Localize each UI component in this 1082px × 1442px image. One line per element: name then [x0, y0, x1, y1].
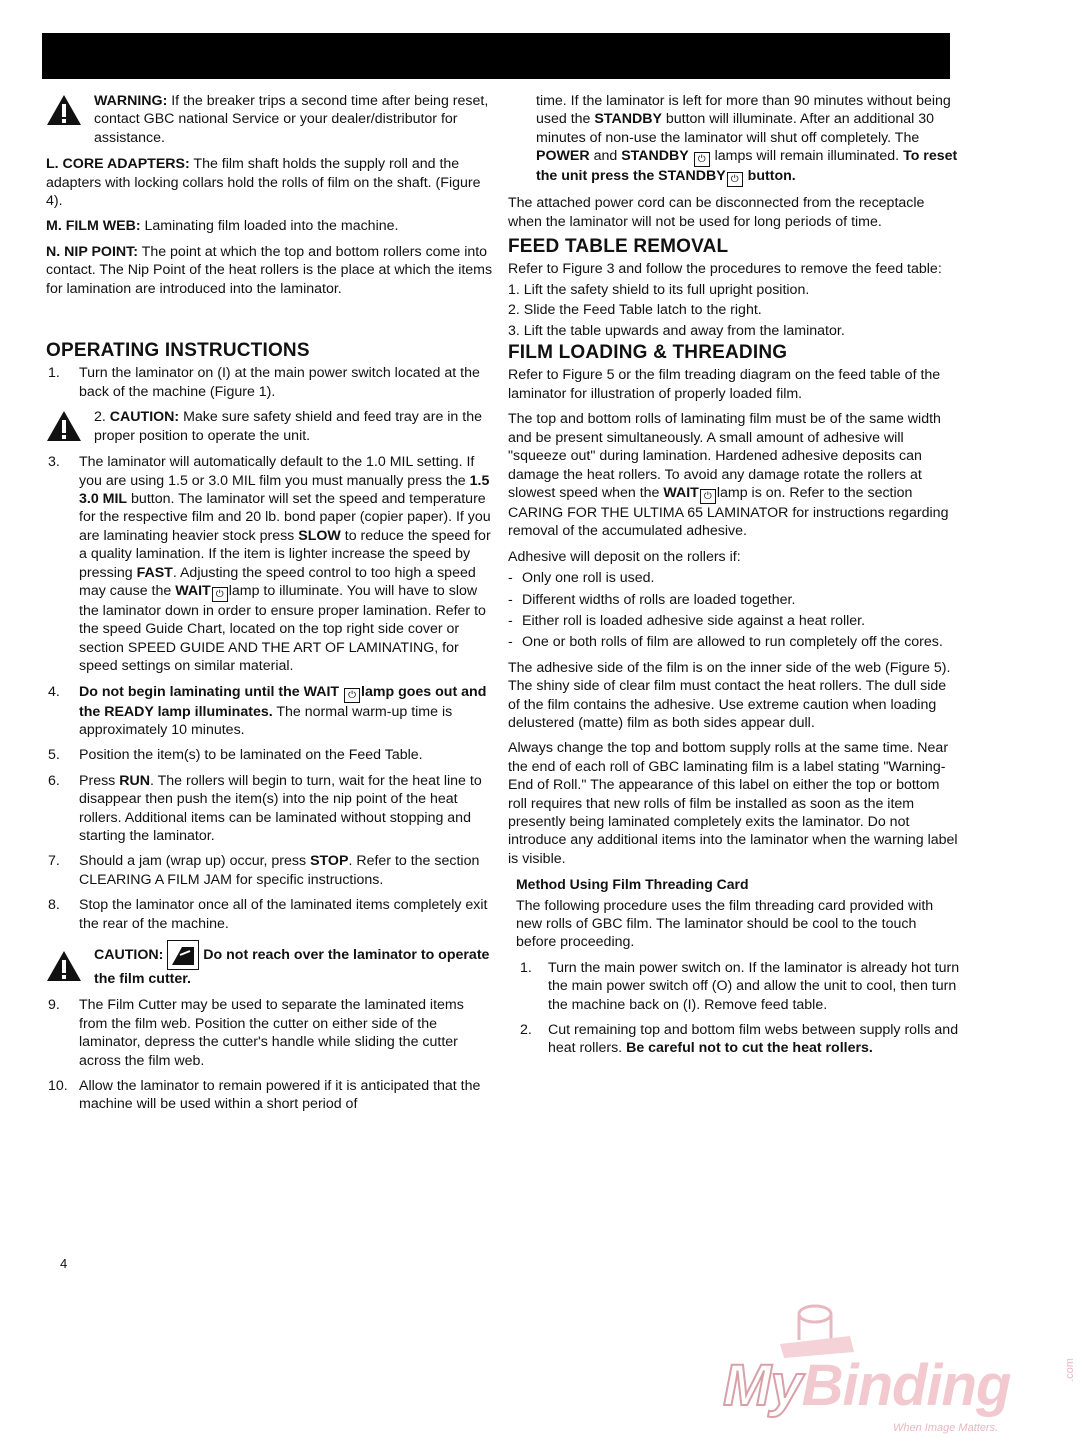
change-rolls-paragraph: Always change the top and bottom supply rolls at the same time. Near the end of each roll of GBC laminating film is a label stating "Warning-End of Roll." The appearance of this label on either the top or bottom roll requires that new rolls of film be installed as soon as the item presently being laminated completely exits the laminator. Do not introduce any additional items into the laminator when the warning label is visible.: [508, 740, 958, 867]
step-text: Stop the laminator once all of the laminated items completely exit the rear of the machine.: [79, 897, 488, 932]
operating-instructions-heading: OPERATING INSTRUCTIONS: [46, 340, 310, 362]
step-text: Cut remaining top and bottom film webs between supply rolls and heat rollers.: [548, 1022, 959, 1057]
film-web-definition: [46, 217, 496, 235]
method-steps: [508, 959, 960, 1058]
para-text: button will illuminate. After an additional 30 minutes of non-use the laminator will shut off completely. The: [536, 111, 935, 146]
method-step-2: [518, 1021, 960, 1058]
step-number: 2.: [94, 409, 106, 426]
feed-table-removal-heading: FEED TABLE REMOVAL: [508, 236, 729, 258]
power-cord-paragraph: The attached power cord can be disconnected from the receptacle when the laminator will not be used for long periods of time.: [508, 195, 925, 230]
step-10: [46, 1077, 496, 1114]
step-text: Should a jam (wrap up) occur, press: [79, 853, 307, 870]
step-number: 1.: [48, 365, 60, 382]
step-number: 4.: [48, 683, 60, 700]
nip-text: The point at which the top and bottom rollers come into contact. The Nip Point of the heat rollers is the place at which the items for lamination are introduced into the laminator.: [46, 243, 493, 297]
wait-lamp-icon: ⏻: [212, 587, 228, 602]
dash-marker: -: [508, 591, 513, 608]
step-text: Lift the safety shield to its full upright position.: [523, 281, 810, 298]
step-number: 6.: [48, 772, 60, 789]
step-number: 3.: [508, 322, 520, 339]
nip-term: N. NIP POINT:: [46, 243, 138, 260]
step-text: button. The laminator will set the speed and temperature for the respective film and 20 lb. bond paper (copier paper). If you are laminating heavier stock press: [79, 490, 491, 544]
logo-binding: Binding: [801, 1353, 1011, 1418]
method-step-1: [518, 959, 960, 1014]
core-text: The film shaft holds the supply roll and the adapters with locking collars hold the rolls of film on the shaft. (Figure 4).: [46, 156, 481, 210]
step-number: 2.: [520, 1022, 532, 1039]
logo-my: My: [723, 1353, 802, 1418]
left-column: [46, 92, 496, 1121]
step-number: 3.: [48, 454, 60, 471]
step-text: Position the item(s) to be laminated on the Feed Table.: [79, 747, 423, 764]
roll-logo-icon: [770, 1300, 860, 1360]
item-text: Either roll is loaded adhesive side against a heat roller.: [522, 612, 866, 629]
dash-marker: -: [508, 570, 513, 587]
core-term: L. CORE ADAPTERS:: [46, 156, 190, 173]
caution-safety-shield: [46, 408, 496, 445]
adhesive-item: [508, 633, 960, 651]
adhesive-intro: Adhesive will deposit on the rollers if:: [508, 548, 741, 565]
step-number: 2.: [508, 302, 520, 319]
step-text: Turn the main power switch on. If the laminator is already hot turn the main power switch off (O) and allow the unit to cool, then turn the machine back on (I). Remove feed table.: [548, 959, 960, 1013]
slow-label: SLOW: [298, 527, 341, 544]
feed-step: [508, 322, 960, 340]
feed-step: [508, 301, 960, 319]
caution-film-cutter: [46, 940, 496, 988]
step-6: [46, 772, 496, 846]
step-text: . The rollers will begin to turn, wait for the heat line to disappear then push the item(s) into the nip point of the heat rollers. Additional items can be laminated without stopping and starting the laminator.: [79, 772, 482, 844]
step-number: 10.: [48, 1078, 68, 1095]
step-text: . Refer to the section CLEARING A FILM JAM for specific instructions.: [79, 853, 480, 888]
step-text: lamp to illuminate. You will have to slow the laminator down in order to ensure proper lamination. Refer to the speed Guide Chart, located on the top right side cover or section SPEED GUIDE AND THE ART OF LAMINATING, for speed settings on similar material.: [79, 582, 486, 675]
adhesive-item: [508, 612, 960, 630]
warning-text: If the breaker trips a second time after being reset, contact GBC national Service or your dealer/distributor for assistance.: [94, 93, 489, 146]
step-text: The Film Cutter may be used to separate the laminated items from the film web. Position the cutter on either side of the laminator, depress the cutter's handle while sliding the cutter across the film web.: [79, 997, 464, 1069]
caution-icon: [46, 950, 82, 982]
wait-label: WAIT: [175, 582, 211, 599]
nip-point-definition: [46, 243, 496, 298]
method-heading: Method Using Film Threading Card: [516, 876, 749, 893]
reset-instruction: button.: [747, 168, 796, 185]
caution-label: CAUTION:: [94, 946, 164, 963]
feed-step: [508, 281, 960, 299]
step-8: [46, 896, 496, 933]
operating-steps-end: [46, 996, 496, 1113]
step-number: 8.: [48, 897, 60, 914]
dash-marker: -: [508, 634, 513, 651]
step-text: Allow the laminator to remain powered if it is anticipated that the machine will be used within a short period of: [79, 1078, 481, 1113]
step-text: The laminator will automatically default to the 1.0 MIL setting. If you are using 1.5 or 3.0 MIL film you must manually press the: [79, 454, 475, 489]
dash-marker: -: [508, 612, 513, 629]
step-text: Press: [79, 772, 116, 789]
fast-label: FAST: [136, 564, 173, 581]
standby-label: STANDBY: [621, 148, 689, 165]
step-7: [46, 852, 496, 889]
wait-label: WAIT: [663, 484, 699, 501]
para-text: and: [593, 148, 618, 165]
web-term: M. FILM WEB:: [46, 218, 141, 235]
warning-icon: [46, 94, 82, 126]
step-number: 9.: [48, 997, 60, 1014]
standby-icon: ⏻: [727, 172, 743, 187]
step-text: The normal warm-up time is approximately 10 minutes.: [79, 703, 453, 738]
step-bold-text: Do not begin laminating until the WAIT: [79, 683, 340, 700]
warning-note: [46, 92, 496, 147]
film-cutter-icon: [167, 940, 199, 970]
feed-intro: Refer to Figure 3 and follow the procedures to remove the feed table:: [508, 261, 942, 278]
logo-com: .com: [1063, 1358, 1076, 1382]
para-text: The top and bottom rolls of laminating film must be of the same width and be present simultaneously. A small amount of adhesive will "squeeze out" during lamination. Hardened adhesive deposits can damage the heat rollers. To avoid any damage rotate the rollers at slowest speed when the: [508, 411, 941, 501]
step-bold-text: Be careful not to cut the heat rollers.: [626, 1040, 873, 1057]
wait-lamp-icon: ⏻: [344, 688, 360, 703]
step-text: Slide the Feed Table latch to the right.: [523, 302, 762, 319]
standby-continuation: [508, 92, 960, 187]
film-intro: Refer to Figure 5 or the film treading diagram on the feed table of the laminator for illustration of properly loaded film.: [508, 367, 941, 402]
step-number: 1.: [508, 281, 520, 298]
wait-lamp-icon: ⏻: [700, 489, 716, 504]
operating-steps-cont: [46, 453, 496, 933]
step-number: 5.: [48, 747, 60, 764]
step-text: Turn the laminator on (I) at the main power switch located at the back of the machine (Figure 1).: [79, 365, 480, 400]
film-adhesive-paragraph: [508, 410, 960, 540]
caution-text: Do not reach over the laminator to operate the film cutter.: [94, 946, 490, 988]
core-adapters-definition: [46, 155, 496, 210]
step-5: [46, 746, 496, 764]
warning-label: WARNING:: [94, 93, 168, 109]
para-text: lamps will remain illuminated.: [714, 148, 900, 165]
logo-tagline: When Image Matters.: [893, 1422, 999, 1434]
step-bold-text: lamp goes out and the READY lamp illuminates.: [79, 683, 487, 720]
para-text: lamp is on. Refer to the section CARING FOR THE ULTIMA 65 LAMINATOR for instructions regarding removal of the accumulated adhesive.: [508, 484, 949, 540]
standby-icon: ⏻: [694, 152, 710, 167]
run-label: RUN: [119, 772, 150, 789]
film-loading-heading: FILM LOADING & THREADING: [508, 342, 788, 364]
reset-instruction: To reset the unit press the STANDBY: [536, 148, 958, 185]
adhesive-side-paragraph: The adhesive side of the film is on the inner side of the web (Figure 5). The shiny side of clear film must contact the heat rollers. The dull side of the film contains the adhesive. Use extreme caution when loading delustered (matte) film as both sides appear dull.: [508, 659, 951, 731]
right-column: [508, 92, 960, 1065]
step-3: [46, 453, 496, 675]
step-text: to reduce the speed for a quality lamination. If the item is lighter increase the speed by pressing: [79, 527, 491, 581]
stop-label: STOP: [310, 853, 349, 870]
step-number: 7.: [48, 853, 60, 870]
item-text: One or both rolls of film are allowed to run completely off the cores.: [522, 634, 943, 651]
method-intro: The following procedure uses the film threading card provided with new rolls of GBC film. The laminator should be cool to the touch before proceeding.: [516, 897, 934, 951]
standby-label: STANDBY: [594, 111, 662, 128]
step-number: 1.: [520, 959, 532, 976]
step-9: [46, 996, 496, 1070]
step-text: Lift the table upwards and away from the laminator.: [523, 322, 845, 339]
para-text: time. If the laminator is left for more than 90 minutes without being used the: [536, 93, 951, 128]
item-text: Only one roll is used.: [522, 570, 655, 587]
caution-text: Make sure safety shield and feed tray are in the proper position to operate the unit.: [94, 409, 482, 444]
web-text: Laminating film loaded into the machine.: [140, 218, 399, 235]
adhesive-item: [508, 591, 960, 609]
mybinding-watermark: [718, 1300, 1078, 1442]
caution-label: CAUTION:: [109, 409, 180, 426]
power-label: POWER: [536, 148, 590, 165]
logo-wordmark: [723, 1352, 1010, 1419]
step-1: [46, 364, 496, 401]
step-text: . Adjusting the speed control to too high a speed may cause the: [79, 564, 476, 599]
item-text: Different widths of rolls are loaded together.: [522, 591, 796, 608]
adhesive-item: [508, 569, 960, 587]
mil-button-label: 1.5 3.0 MIL: [79, 472, 490, 507]
page-number: 4: [60, 1256, 68, 1271]
step-4: [46, 683, 496, 740]
caution-icon: [46, 410, 82, 442]
operating-steps: [46, 364, 496, 401]
header-bar: [42, 33, 950, 79]
